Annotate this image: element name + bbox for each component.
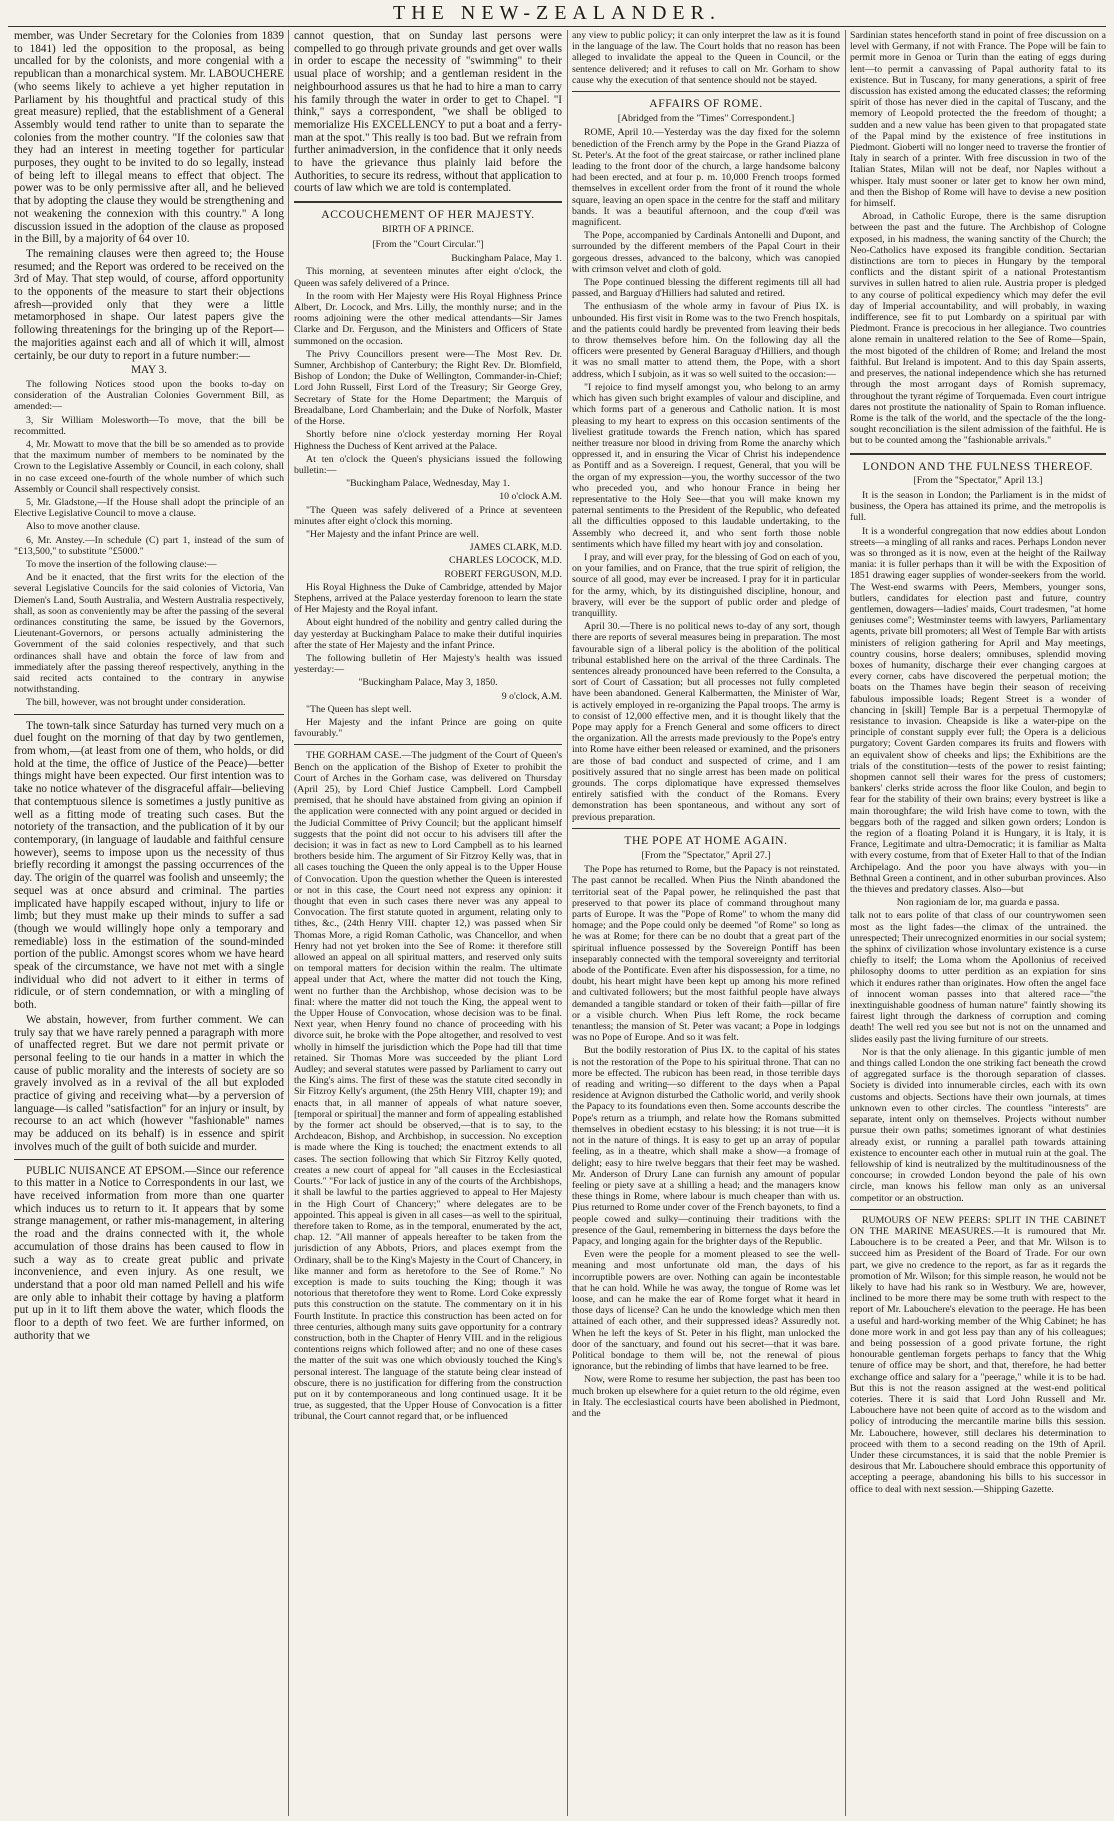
separator — [14, 714, 284, 715]
london-quote: Non ragioniam de lor, ma guarda e passa. — [896, 897, 1060, 909]
notice-closing: The bill, however, was not brought under consideration. — [26, 697, 246, 709]
bulletin-text: "The Queen was safely delivered of a Prince at seventeen minutes after eight o'clock this morning. — [294, 504, 562, 527]
masthead-rule — [8, 26, 1106, 27]
rome-p7: April 30.—There is no political news to-day of any sort, though there are reports of several measures being in preparation. The most favourable sign of a liberal policy is the abolition of the political tribunal established here on the arrival of the three Cardinals. The sentences already pronounced have been referred to the Consulta, a sort of Court of Cassation; but all processes not fully completed have been abandoned. General Kalbermatten, the Minister of War, is actively employed in re-organizing the Papal troops. The army is to consist of 12,000 effective men, and it is thought likely that the Pope may apply for a French General and some officers to direct the organization. All the arrests made previously to the Pope's entry into Rome have either been released or examined, and the prisoners are those of bad conduct and suspected of crime, and I am positively assured that no single arrest has been made on political grounds. The corps diplomatique have expressed themselves entirely satisfied with the conduct of the Romans. Every demonstration has been spontaneous, and without any sort of previous preparation. — [572, 621, 840, 823]
notice-5b: Also to move another clause. — [26, 521, 140, 533]
bulletin-text-2: "Her Majesty and the infant Prince are well. — [306, 528, 479, 540]
column-4 — [850, 30, 1106, 1816]
bulletin-time-2: 9 o'clock, A.M. — [501, 690, 562, 702]
accouchement-p3: The Privy Councillors present were—The Most Rev. Dr. Sumner, Archbishop of Canterbury; the Right Rev. Dr. Blomfield, Bishop of London; the Duke of Wellington, Commander-in-Chief; Lord John Russell, First Lord of the Treasury; Sir George Grey, Secretary of State for the Home Department; the Marquis of Breadalbane, Lord Chamberlain; and the Duke of Norfolk, Master of the Horse. — [294, 348, 562, 428]
pope-continued — [850, 30, 1106, 447]
separator — [294, 744, 562, 745]
bulletin-signature: ROBERT FERGUSON, M.D. — [444, 568, 562, 580]
column-1 — [14, 30, 284, 1816]
bulletin-time: 10 o'clock A.M. — [499, 491, 562, 503]
masthead: THE NEW-ZEALANDER. — [393, 2, 721, 24]
rumours-heading: RUMOURS OF NEW PEERS: SPLIT IN THE CABINET ON THE MARINE MEASURES. — [850, 1214, 1106, 1237]
london-heading: LONDON AND THE FULNESS THEREOF. — [862, 459, 1094, 473]
bulletin-2-text: "The Queen has slept well. — [306, 703, 412, 715]
london-p2: It is a wonderful congregation that now eddies about London streets—a mingling of all ranks and races. Perhaps London never was so thronged as it is now, even at the height of the Railway mania: it is fuller perhaps than it will be with the Exposition of 1851 drawing eager supplies of wonder-seekers from the world. The West-end swarms with Peers, Members, younger sons, butlers, candidates for election past and future, country gentlemen, dowagers—ladies' maids, Court tradesmen, "at home geniuses come"; Westminster teems with lawyers, Parliamentary agents, private bill promoters; all West of Temple Bar with artists ministers of religion gathering for April and May meetings, country cousins, horse dealers; omnibuses, splendid moving boxes of humanity, discharge their ever changing cargoes at every corner, cabs have discovered the perpetual motion; the boats on the Thames have begin their season of receiving fabulous impossible loads; Regent Street is a wonder of chancing in [skill] Temple Bar is a perpetual Thermopylæ of resistance to invasion. Cheapside is like a water-pipe on the principle of constant supply ever full; the Opera is a delicious purgatory; Covent Garden compares its fruits and flowers with an equivalent show of cheeks and lips; the Exhibitions are the trials of the constitution—tests of the power to resist fainting; shopmen cannot sell their wares for the press of customers; bankers' clerks stride across the floor like Coulon, and begin to fear for the stability of their own brains; every bystreet is like a main thoroughfare; the wild Irish have come to town, with the beggars both of the ragged and silken gown orders; London is the region of a floating Poland it is Hungary, it is Italy, it is France, Legitimate and ultra-Democratic; it is familiar as Malta with every costume, from that of Exeter Hall to that of the Indian Archipelago. And the poor you have always with you—in Bethnal Green a continent, and in other suburban provinces. Also the thieves and predatory classes. Also—but — [850, 525, 1106, 896]
column-divider-3 — [845, 30, 846, 1816]
rome-p2: The Pope, accompanied by Cardinals Antonelli and Dupont, and surrounded by the different members of the Papal Court in their gorgeous dresses, advanced to the balcony, which was canopied with crimson velvet and cloth of gold. — [572, 230, 840, 275]
rome-p5: "I rejoice to find myself amongst you, who belong to an army which has given such bright examples of valour and discipline, and which forms part of a generous and Catholic nation. It is most pleasing to my heart to express on this occasion sentiments of the liveliest gratitude towards the French nation, which has spared neither treasure nor blood in driving from Rome the anarchy which oppressed it, and in ensuring the Vicar of Christ his independence as Pontiff and as a Sovereign. I request, General, that you will be the organ of my expression—you, the worthy successor of the two who preceded you, and who honour France in being her representative to the Holy See—that you will make known my paternal sentiments to the President of the Republic, who defeated all the difficulties opposed to this laudable undertaking, to the Assembly who decreed it, and who sent forth those noble sentiments which have filled my heart with joy and consolation. — [572, 381, 840, 550]
notice-clause: And be it enacted, that the first writs for the election of the several Legislative Councils for the said colonies of Victoria, Van Diemen's Land, South Australia, and Western Australia respectively, shall, as soon as conveniently may be after the passing of the several ordinances constituting the same, be issued by the Governors, Lieutenant-Governors, or persons actually administering the Government of the said colonies respectively, and that such ordinances shall have and obtain the force of law from and immediately after the passing thereof respectively, anything in the said recited acts contained to the contrary in anywise notwithstanding. — [14, 572, 284, 696]
bulletin-signature: JAMES CLARK, M.D. — [469, 542, 562, 554]
bulletin-signature: CHARLES LOCOCK, M.D. — [449, 555, 562, 567]
pope-continued-p2: Abroad, in Catholic Europe, there is the same disruption between the past and the future. The Archbishop of Cologne exposed, in his madness, the waning sanctity of the Church; the Neo-Catholics have exposed its frangible condition. Sectarian distinctions are torn to pieces in Hungary by the temporal conflicts and the distant spirit of a national Protestantism survives in sullen hatred to alien rule. Austria proper is pledged to any course of political expediency which may defer the evil day of Imperial accountability, and will probably, in waxing indifference, see fit to put Lombardy on a spiritual par with Piedmont. France is precocious in her allegiance. Two countries alone remain in unaltered relation to the See of Rome—Spain, the most bigoted of the children of Rome; and Ireland the most faithful. But Ireland is impotent. And to this day Spain asserts, and preserves, the national independence which she has returned through the most arrogant days of Romish supremacy, throughout the tyrant régime of Torquemada. Even court intrigue dares not prostitute the nationality of Spain to Roman influence. Rome is the talk of the world, and the spectacle of the the long-sought reconciliation is the silent admission of the faithful. He is but to be counted among the "fashionable arrivals." — [850, 211, 1106, 447]
notices-block — [14, 379, 284, 709]
notice-intro: The following Notices stood upon the books to-day on consideration of the Australian Colonies Government Bill, as amended:— — [14, 378, 284, 413]
notice-3: 3, Sir William Molesworth—To move, that the bill be recommitted. — [14, 414, 284, 437]
bulletin-dateline-2: "Buckingham Palace, May 3, 1850. — [358, 677, 498, 689]
bulletin-dateline: "Buckingham Palace, Wednesday, May 1. — [346, 478, 510, 490]
gorham-heading: THE GORHAM CASE. — [306, 750, 402, 762]
pope-heading: THE POPE AT HOME AGAIN. — [624, 833, 788, 847]
accouchement-subheading: BIRTH OF A PRINCE. — [382, 223, 474, 235]
rome-p3: The Pope continued blessing the different regiments till all had passed, and Barguay d'Hilliers had saluted and retired. — [572, 277, 840, 300]
rumours-text: —It is rumoured that Mr. Labouchere is to be created a Peer, and that Mr. Wilson is to succeed him as President of the Board of Trade. For our own part, we give no credence to the report, as far as it regards the promotion of Mr. Wilson; for this simple reason, he would not be likely to have had his rank so in Westbury. We are, however, inclined to be more there may be some truth with respect to the report of Mr. Labouchere's elevation to the peerage. He has been a useful and hard-working member of the Whig Cabinet; he has done more work in and got less pay than any of his colleagues; and being possession of a good private fortune, the right honourable gentleman forgets perhaps to fancy that the Whig tenure of office may be short, and that, therefore, he had better exchange office and salary for a "peerage," while it is to be had. But this is not the reason assigned at the west-end political coteries. There it is said that Lord John Russell and Mr. Labouchere have not been quite of accord as to the wisdom and policy of introducing the mercantile marine bills this session. Mr. Labouchere, however, still declares his determination to proceed with them to a second reading on the 19th of April. Under these circumstances, it is said that the noble Premier is desirous that Mr. Labouchere should embrace this opportunity of accepting a peerage, abandoning his bills to his successor in office to deal with next session.—Shipping Gazette. — [850, 1225, 1106, 1495]
affairs-of-rome-heading: AFFAIRS OF ROME. — [649, 97, 763, 111]
may3-heading: MAY 3. — [131, 364, 167, 377]
separator — [294, 201, 562, 203]
pope-p1: The Pope has returned to Rome, but the Papacy is not reinstated. The past cannot be recalled. When Pius the Ninth abandoned the territorial seat of the Papal power, he relinquished the past that preserved to that power its place of command throughout many parts of Europe. It was the "Pope of Rome" to whom the many did homage; and the Pope could only be deemed "of Rome" so long as he was at Rome; for there can be no doubt that a great part of the spiritual influence possessed by the Sovereign Pontiff has been inseparably connected with the temporal sovereignty and territorial abode of the Pontificate. Even after his dispossession, for a time, no doubt, his heart might have been kept up among his more refined and cultivated followers; but the most faithful people have always demanded a tangible standard or token of their faith—pillar of fire or a visible church. When Pius left Rome, the rock became tenantless; the mansion of St. Peter was vacant; a Pope in lodgings was no Pope of Europe. And so it was felt. — [572, 864, 840, 1044]
column-2 — [294, 30, 562, 1816]
pope-p3: Even were the people for a moment pleased to see the well-meaning and most unfortunate old man, the days of his incorruptible powers are over. Nothing can again be incontestable that he can hold. While he was away, the tongue of Rome was let loose, and can he make the ear of Rome forget what it heard in those days of license? Can he undo the knowledge which men then attained of each other, and their suppressed ideas? Assuredly not. When he left the keys of St. Peter in his flight, man unlocked the door of the sanctuary, and found out his secret—that it was bare. Political bondage to them will be, not the renewal of pious ignorance, but the rebinding of limbs that have learned to be free. — [572, 1249, 840, 1373]
pope-source: [From the "Spectator," April 27.] — [641, 849, 771, 861]
london-p1: It is the season in London; the Parliament is in the midst of business, the Opera has attained its prime, and the metropolis is full. — [850, 489, 1106, 524]
gorham-block — [294, 750, 562, 1422]
accouchement-p6: His Royal Highness the Duke of Cambridge, attended by Major Stephens, arrived at the Palace yesterday forenoon to learn the state of Her Majesty and the Royal infant. — [294, 581, 562, 616]
accouchement-p8: The following bulletin of Her Majesty's health was issued yesterday:— — [294, 652, 562, 676]
accouchement-p1: This morning, at seventeen minutes after eight o'clock, the Queen was safely delivered of a Prince. — [294, 266, 562, 289]
pope-p4: Now, were Rome to resume her subjection, the past has been too much broken up elsewhere for a quiet return to the old régime, even in Italy. The ecclesiastical courts have been abolished in Piedmont, and the — [572, 1374, 840, 1419]
separator — [572, 828, 840, 829]
accouchement-p4: Shortly before nine o'clock yesterday morning Her Royal Highness the Duchess of Kent arrived at the Palace. — [294, 429, 562, 452]
london-p4: Nor is that the only alienage. In this gigantic jumble of men and things called London the one striking fact beneath the crowd of aggregated surface is the thorough separation of classes. Society is divided into innumerable circles, each with its own customs and objects. Sections have their own journals, at times unknown even to other circles. The countless "interests" are separate, intent only on themselves. Projects without number pursue their own paths; sometimes ignorant of what destinies already exist, or running a parallel path towards attaining existence to encounter each other in mutual ruin at the goal. The fellowship of kind is neutralized by the multitudinousness of the concourse; in crowded London beyond the pale of his own circle, man knows his fellow man only as an universal competitor or an obstruction. — [850, 1046, 1106, 1204]
separator — [14, 1159, 284, 1160]
london-body — [850, 490, 1106, 1204]
separator — [850, 1209, 1106, 1210]
accouchement-source: [From the "Court Circular."] — [372, 238, 484, 250]
epsom-continued-paragraph: cannot question, that on Sunday last persons were compelled to go through private grounds and get over walls in order to escape the necessity of "swimming" to their usual place of worship; and a gentleman resident in the neighbourhood assures us that he had to hire a man to carry his family through the water in order to get to Chapel. "I think," says a correspondent, "we shall be obliged to memorialize His EXCELLENCY to put a boat and a ferry-man at the spot." This really is too bad. But we refrain from further animadversion, in the confidence that it only needs to have the grievance thus plainly laid before the Authorities, to secure its redress, without that application to courts of law which we are told is contemplated. — [294, 30, 562, 195]
rumours-block — [850, 1215, 1106, 1495]
accouchement-body — [294, 253, 562, 739]
bulletin-2-text-2: Her Majesty and the infant Prince are going on quite favourably." — [294, 716, 562, 740]
column-divider-1 — [288, 30, 289, 1816]
separator — [572, 91, 840, 92]
accouchement-p2: In the room with Her Majesty were His Royal Highness Prince Albert, Dr. Locock, and Mrs. Lilly, the monthly nurse; and in the rooms adjoining were the other medical attendants—Sir James Clarke and Dr. Ferguson, and the Ministers and Officers of State summoned on the occasion. — [294, 290, 562, 347]
dateline: Buckingham Palace, May 1. — [451, 253, 562, 265]
epsom-paragraph — [14, 1165, 284, 1343]
notice-6: 6, Mr. Anstey.—In schedule (C) part 1, instead of the sum of "£13,500," to substitute "£5000." — [14, 534, 284, 557]
colonies-bill-paragraph: member, was Under Secretary for the Colonies from 1839 to 1841) led the opposition to the proposal, as being uncalled for by the colonists, and more congenial with a republican than a monarchical system. Mr. LABOUCHERE (who seems likely to achieve a yet higher reputation in Parliament by his thoughtful and practical study of this great measure) replied, that the establishment of a General Assembly would tend rather to unite than to separate the colonies from the mother country. "If the colonies saw that they had an interest in meeting together for particular purposes, they ought to be invited to do so legally, instead of being left to illegal means to effect that object. The power was to be only permissive after all, and he believed that by adopting the clause they would be strengthening and not weakening the connexion with this country." A long discussion issued in the adoption of the clause as proposed in the Bill, by a majority of 64 over 10. — [14, 30, 284, 246]
gorham-continued — [572, 30, 840, 86]
london-p3: talk not to ears polite of that class of our countrywomen seen most as the light fades—the climax of the untrained. the unrespected; Their unrecognized enormities in our social system; the sphinx of civilization whose involuntary existence is a curse chiefly to itself; the Loma whom the Apollonius of received philosophy dooms to utter perdition as an expiation for sins which it endures rather than originates. How often the angel face of innocent woman passes into that altered race—"the inextinguishable goodness of human nature" faintly showing its fairest light through the darkness of corruption and coming death! The well red you see but not is not on the unnamed and slides easily past the living furniture of our streets. — [850, 910, 1106, 1045]
column-3 — [572, 30, 840, 1816]
accouchement-heading: ACCOUCHEMENT OF HER MAJESTY. — [321, 208, 535, 222]
pope-p2: But the bodily restoration of Pius IX. to the capital of his states is not the restoration of the Pope to his spiritual throne. That can no more be effected. The rubicon has been read, in those terrible days of reading and writing—so different to the days when a Papal residence at Avignon disturbed the Catholic world, and verily shook the Papacy to its foundations even then. Some accounts describe the Pope's return as a triumph, and relate how the Romans submitted themselves in obedient ecstasy to his blessing; it is not true—it is not in the nature of things. It is easy to get up an array of popular feeling, as in a theatre, which shall make a show—a fromage of delight; easy to hire twelve beggars that their feet may be washed. Mr. Anderson of Drury Lane can furnish any amount of popular feeling or piety save at a shilling a head; and the managers know these things in Rome, where labour is much cheaper than with us. Pius returned to Rome under cover of the French bayonets, to find a people cowed and sulky—continuing their traditions with the presence of the Gaul, remembering in bitterness the days before the Papacy, and longing again for the brighter days of the Republic. — [572, 1045, 840, 1247]
gorham-continued-paragraph: any view to public policy; it can only interpret the law as it is found in the language of the law. The Court holds that no reason has been alleged to invalidate the appeal to the Queen in Council, or the sentence delivered; and it refuses to call on Mr. Gorham to show cause why the execution of that sentence should not be stayed. — [572, 30, 840, 86]
accouchement-p5: At ten o'clock the Queen's physicians issued the following bulletin:— — [294, 453, 562, 476]
separator — [850, 453, 1106, 455]
rome-p6: I pray, and will ever pray, for the blessing of God on each of you, on your families, and on France, that the true spirit of religion, the source of all good, may ever be increased. I pray for it in particular for the army, which, by its distinguished discipline, honour, and bravery, will ever be the support of public order and pledge of tranquillity. — [572, 551, 840, 619]
affairs-of-rome-source: [Abridged from the "Times" Correspondent.] — [617, 112, 795, 124]
rome-p1: ROME, April 10.—Yesterday was the day fixed for the solemn benediction of the French army by the Pope in the Grand Piazza of St. Peter's. At the foot of the great staircase, or rather inclined plane leading to the front door of the church, a large handsome balcony had been erected, and at four p. m. 10,000 French troops formed themselves in excellent order from the front of it round the whole square, leaving an open space in the centre for the staff and military bands. It was a beautiful afternoon, and the coup d'œil was magnificent. — [572, 127, 840, 229]
epsom-heading: PUBLIC NUISANCE AT EPSOM. — [26, 1164, 185, 1177]
rumours-paragraph — [850, 1215, 1106, 1495]
pope-body — [572, 864, 840, 1419]
duel-comment-paragraph: We abstain, however, from further comment. We can truly say that we have rarely penned a paragraph with more of unaffected regret. But we dare not permit private or personal feeling to tie our hands in a matter in which the cause of public morality and the interests of society are so gravely involved as in a revival of the all but exploded practice of giving and receiving what—by a perversion of language—is called "satisfaction" for an injury or insult, by recourse to an act which (however "fashionable" names may be adduced on its behalf) is in essence and spirit involves much of the guilt of both suicide and murder. — [14, 1013, 284, 1153]
london-source: [From the "Spectator," April 13.] — [913, 475, 1043, 487]
remaining-clauses-paragraph: The remaining clauses were then agreed to; the House resumed; and the Report was ordered to be received on the 3rd of May. That step would, of course, afford opportunity to the opponents of the measure to start their objections afresh—provided only that they were a little metamorphosed in shape. Our latest papers give the following threatenings for the bringing up of the Report—the majorities against each and all of which it will, almost certainly, be our duty to report in a future number:— — [14, 247, 284, 362]
notice-6b: To move the insertion of the following clause:— — [26, 559, 217, 571]
accouchement-p7: About eight hundred of the nobility and gentry called during the day yesterday at Buckingham Palace to make their dutiful inquiries after the state of Her Majesty and the infant Prince. — [294, 617, 562, 651]
rome-p4: The enthusiasm of the whole army in favour of Pius IX. is unbounded. His first visit in Rome was to the two French hospitals, and the patients could hardly be prevented from leaving their beds to throw themselves before him. On the following day all the officers were presented by General Baraguay d'Hilliers, and though it was no small matter to attend them, the Pope, with a short address, which I subjoin, as it was so well suited to the occasion:— — [572, 301, 840, 380]
column-divider-2 — [567, 30, 568, 1816]
pope-continued-p1: Sardinian states henceforth stand in point of free discussion on a level with Germany, if not with France. The Pope will be fain to permit more in Genoa or Turin than the eating of eggs during lent—to permit a canvassing of Papal authority fatal to its existence. But in Tuscany, for many generations, a spirit of free discussion has existed among the educated classes; the reforming spirit of those has never died in the capital of Tuscany, and the memory of Leopold protected the the freedom of thought; a sudden and a new value has been given to that propagated state of the Papal mind by the existence of free institutions in Piedmont. Gioberti will no longer need to traverse the frontier of Italy in search of a printer. With free discussion in two of the Italian States, Milan will not be deaf, nor Naples without a whisper. Italy must sooner or later get to know her own mind, and then the Bishop of Rome will have to devise a new position for himself. — [850, 30, 1106, 210]
notice-5: 5, Mr. Gladstone,—If the House shall adopt the principle of an Elective Legislative Council to move a clause. — [14, 497, 284, 520]
duel-paragraph: The town-talk since Saturday has turned very much on a duel fought on the morning of that day by two gentlemen, from whom,—(at least from one of them, who holds, or did hold at the time, the office of Justice of the Peace)—better things might have been expected. Our first intention was to take no notice whatever of the disgraceful affair—believing that contemptuous silence is sometimes a justly punitive as well as a fitting mode of treating such cases. But the notoriety of the transaction, and the publication of it by our contemporary, (in language of laudable and faithful censure however), seems to impose upon us the necessity of thus briefly recording it amongst the passing occurrences of the day. The origin of the quarrel was foolish and unseemly; the sequel was at once absurd and criminal. The parties implicated have happily escaped without, injury to life or limb; but they must make up their minds to suffer a sad (though we would willingly hope only a temporary and remediable) loss in the estimation of the sound-minded portion of the public. Amongst scores whom we have heard speak of the circumstance, we have not met with a single individual who did not advert to it either in terms of ridicule, or of stern condemnation, or with a mingling of both. — [14, 719, 284, 1012]
epsom-text: —Since our reference to this matter in a Notice to Correspondents in our last, we have received information from more than one quarter which induces us to return to it. It appears that by some strange management, or rather mis-management, in altering the road and the drains connected with it, the whole accumulation of those drains has been caused to flow in such a way as to create great public and private inconvenience, and even injury. As one result, we understand that a poor old man named Pellell and his wife are only able to inhabit their cottage by having a platform put up in it to lift them above the water, which floods the floor to a depth of two feet. We are further informed, on authority that we — [14, 1164, 284, 1342]
affairs-of-rome-body — [572, 127, 840, 822]
gorham-paragraph — [294, 750, 562, 1422]
gorham-text: —The judgment of the Court of Queen's Bench on the application of the Bishop of Exeter to prohibit the Court of Arches in the Gorham case, was delivered on Thursday (April 25), by Lord Chief Justice Campbell. Lord Campbell premised, that he should have abstained from giving an opinion if the application were connected with any point argued or decided in the Judicial Committee of Privy Council; but the applicant himself suggests that the point did not occur to his advisers till after the decision; it was in fact as new to Lord Campbell as to his learned brothers beside him. The argument of Sir Fitzroy Kelly was, that in all cases touching the Queen the only appeal is to the Upper House of Convocation. Upon the question whether the Queen is interested or not in this case, the Court need not express any opinion: it thought that even in such cases there never was any appeal to Convocation. The first statute quoted in argument, relating only to tithes, &c., (24th Henry VIII. chapter 12,) was passed when Sir Thomas More, a rigid Roman Catholic, was Chancellor, and when Henry had not yet broken into the See of Rome: it therefore still allowed an appeal on all spiritual matters, and reserved only suits on temporal matters for decision within the realm. The ultimate appeal under that Act, where the matter did not touch the King, went no further than the Archbishop, whose decision was to be final: where the matter did not touch the King, the appeal went to the Upper House of Convocation, whose decision was to be final. Next year, when Henry found no chance of proceeding with his divorce suit, he broke with the Pope altogether, and resolved to vest wholly in himself the jurisdiction which the Pope had till that time retained. Sir Thomas More was succeeded by the pliant Lord Audley; and several statutes were passed by Parliament to carry out the King's aims. The first of these was the statute cited secondly in Sir Fitzroy Kelly's argument, (the 25th Henry VIII, chapter 19); and enacts that, in all manner of appeals of what nature soever, [temporal or spiritual] the manner and form of appealing established by the former act should be observed,—that is to say, to the Archdeacon, Bishop, and Archbishop, in succession. No exception is made where the King is touched; the enactment extends to all cases. The section following that which Sir Fitzroy Kelly quoted, creates a new court of appeal for "all causes in the Ecclesiastical Courts." "For lack of justice in any of the courts of the Archbishops, it shall be lawful to the parties aggrieved to appeal to Her Majesty in the High Court of Chancery;" where delegates are to be appointed. This appeal is given in all cases—as well to the spiritual, therefore taken to Rome, as in the temporal, enumerated by the act, chap. 12. "All manner of appeals hereafter to be taken from the jurisdiction of any Abbots, Priors, and places exempt from the Ordinary, shall be to the King's Majesty in the Court of Chancery, in like manner and form as heretofore to the See of Rome." No exception is made to suits touching the King; though it was notorious that theretofore they went to Rome. Lord Coke expressly puts this construction on the statute. The commentary on it in his Fourth Institute. In practice this construction has been acted on for three centuries, although many suits gave opportunity for a contrary construction, both in the Chapter of Henry VIII. and in the religious contentions reigns which followed after; and no one of these cases the matter of the suit was one which obviously touched the King's personal interest. The language of the statute being clear instead of obscure, there is no justification for differing from the construction put on it by contemporaneous and long continued usage. It it be true, as suggested, that the Upper House of Convocation is a fitter tribunal, the Court cannot regard that, or be influenced — [294, 750, 562, 1423]
notice-4: 4, Mr. Mowatt to move that the bill be so amended as to provide that the maximum number of members to be nominated by the Crown to the Legislative Assembly or Council, in each colony, shall in no case exceed one-fourth of the whole number of which such Assembly or Council shall respectively consist. — [14, 439, 284, 495]
